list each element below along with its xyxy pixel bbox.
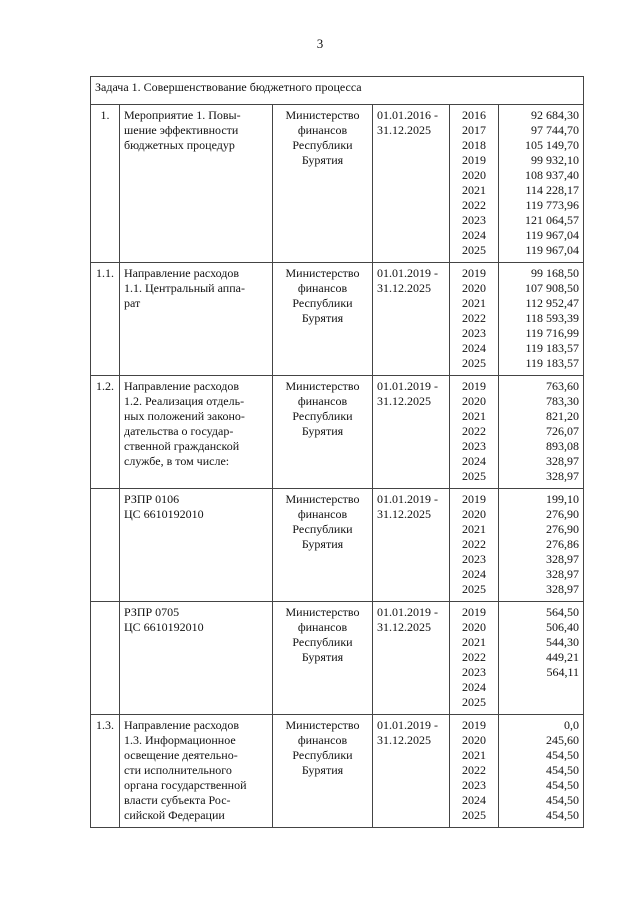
row-organization-line: Бурятия <box>301 650 344 664</box>
row-period <box>373 489 450 602</box>
row-years-line: 2025 <box>462 356 486 370</box>
row-years-line: 2023 <box>462 213 486 227</box>
row-years-line: 2023 <box>462 778 486 792</box>
row-years-line: 2019 <box>462 379 486 393</box>
row-amounts-line: 893,08 <box>546 439 580 453</box>
row-name <box>120 376 273 489</box>
table-row <box>91 489 584 602</box>
row-organization-line: Республики <box>292 138 353 152</box>
row-name-line: рат <box>124 296 141 310</box>
row-years-line: 2024 <box>462 793 486 807</box>
row-amounts-line: 328,97 <box>546 567 580 581</box>
row-years-line: 2022 <box>462 763 486 777</box>
row-organization-line: Республики <box>292 522 353 536</box>
row-organization-line: финансов <box>297 733 348 747</box>
row-years-line: 2022 <box>462 650 486 664</box>
row-number: 1.2. <box>91 376 120 489</box>
row-years-line: 2024 <box>462 567 486 581</box>
row-organization-line: Министерство <box>285 718 360 732</box>
row-organization <box>273 715 373 828</box>
row-period <box>373 105 450 263</box>
row-years-line: 2020 <box>462 733 486 747</box>
row-name-line: 1.3. Информационное <box>124 733 236 747</box>
table-row <box>91 376 584 489</box>
row-years <box>450 489 499 602</box>
row-amounts-line: 92 684,30 <box>531 108 580 122</box>
row-years-line: 2016 <box>462 108 486 122</box>
row-name-line: Направление расходов <box>124 379 240 393</box>
row-name-line: 1.1. Центральный аппа- <box>124 281 245 295</box>
row-organization-line: финансов <box>297 507 348 521</box>
row-period-line: 31.12.2025 <box>377 620 431 634</box>
row-period <box>373 376 450 489</box>
row-years-line: 2023 <box>462 552 486 566</box>
row-years-line: 2019 <box>462 718 486 732</box>
row-period-line: 01.01.2019 - <box>377 492 438 506</box>
row-organization <box>273 263 373 376</box>
row-amounts-line: 454,50 <box>546 748 580 762</box>
row-years-line: 2025 <box>462 243 486 257</box>
row-number <box>91 489 120 602</box>
row-organization-line: Министерство <box>285 605 360 619</box>
row-amounts-line <box>503 680 579 695</box>
row-years <box>450 376 499 489</box>
row-amounts-line: 328,97 <box>546 469 580 483</box>
row-years-line: 2023 <box>462 665 486 679</box>
row-amounts-line: 564,11 <box>546 665 580 679</box>
row-name-line: бюджетных процедур <box>124 138 235 152</box>
row-years-line: 2022 <box>462 537 486 551</box>
row-period-line: 01.01.2016 - <box>377 108 438 122</box>
task-row <box>91 77 584 105</box>
row-years-line: 2019 <box>462 266 486 280</box>
row-name-line: 1.2. Реализация отдель- <box>124 394 245 408</box>
row-amounts-line: 119 183,57 <box>525 356 580 370</box>
row-name-line: органа государственной <box>124 778 247 792</box>
row-organization-line: Министерство <box>285 492 360 506</box>
row-amounts <box>499 263 584 376</box>
row-amounts-line: 276,86 <box>546 537 580 551</box>
row-amounts-line: 114 228,17 <box>525 183 580 197</box>
row-name <box>120 105 273 263</box>
row-amounts-line: 454,50 <box>546 763 580 777</box>
row-years-line: 2020 <box>462 168 486 182</box>
row-amounts-line: 99 168,50 <box>531 266 580 280</box>
row-name-line: службе, в том числе: <box>124 454 230 468</box>
row-amounts-line: 276,90 <box>546 507 580 521</box>
row-name-line: Направление расходов <box>124 266 240 280</box>
row-name-line: сти исполнительного <box>124 763 232 777</box>
row-amounts-line: 821,20 <box>546 409 580 423</box>
row-name-line: Мероприятие 1. Повы- <box>124 108 241 122</box>
row-organization <box>273 489 373 602</box>
row-organization-line: Республики <box>292 296 353 310</box>
row-amounts-line: 105 149,70 <box>525 138 580 152</box>
row-organization <box>273 376 373 489</box>
row-organization-line: финансов <box>297 281 348 295</box>
row-years <box>450 263 499 376</box>
row-amounts-line: 119 773,96 <box>525 198 580 212</box>
row-name-line: дательства о государ- <box>124 424 234 438</box>
row-years-line: 2024 <box>462 680 486 694</box>
row-organization-line: Республики <box>292 635 353 649</box>
row-amounts-line: 454,50 <box>546 778 580 792</box>
row-years-line: 2024 <box>462 454 486 468</box>
row-organization-line: Министерство <box>285 266 360 280</box>
row-years-line: 2020 <box>462 281 486 295</box>
row-amounts-line: 199,10 <box>546 492 580 506</box>
table-row <box>91 263 584 376</box>
row-amounts-line: 564,50 <box>546 605 580 619</box>
row-organization-line: Республики <box>292 748 353 762</box>
row-period-line: 31.12.2025 <box>377 394 431 408</box>
row-period <box>373 263 450 376</box>
row-period-line: 01.01.2019 - <box>377 379 438 393</box>
row-years-line: 2024 <box>462 341 486 355</box>
row-amounts <box>499 602 584 715</box>
row-amounts-line: 726,07 <box>546 424 580 438</box>
row-years-line: 2025 <box>462 582 486 596</box>
row-amounts-line: 544,30 <box>546 635 580 649</box>
row-years-line: 2017 <box>462 123 486 137</box>
row-amounts-line: 454,50 <box>546 808 580 822</box>
row-years-line: 2019 <box>462 605 486 619</box>
row-years-line: 2025 <box>462 695 486 709</box>
row-years-line: 2019 <box>462 492 486 506</box>
row-name-line: власти субъекта Рос- <box>124 793 231 807</box>
row-organization-line: финансов <box>297 123 348 137</box>
row-name-line: шение эффективности <box>124 123 239 137</box>
row-years-line: 2021 <box>462 522 486 536</box>
row-name-line: РЗПР 0106 <box>124 492 180 506</box>
row-organization-line: финансов <box>297 394 348 408</box>
row-period <box>373 602 450 715</box>
row-amounts-line: 328,97 <box>546 552 580 566</box>
row-organization-line: Республики <box>292 409 353 423</box>
row-period-line: 31.12.2025 <box>377 733 431 747</box>
row-years <box>450 602 499 715</box>
row-number: 1.1. <box>91 263 120 376</box>
row-years-line: 2018 <box>462 138 486 152</box>
row-organization-line: Бурятия <box>301 311 344 325</box>
row-amounts-line: 449,21 <box>546 650 580 664</box>
task-title: Задача 1. Совершенствование бюджетного процесса <box>91 77 584 105</box>
row-amounts-line: 506,40 <box>546 620 580 634</box>
row-years-line: 2020 <box>462 507 486 521</box>
row-years-line: 2023 <box>462 439 486 453</box>
row-amounts-line: 119 716,99 <box>525 326 580 340</box>
row-name <box>120 263 273 376</box>
row-amounts-line: 119 967,04 <box>525 243 580 257</box>
row-years-line: 2019 <box>462 153 486 167</box>
row-amounts-line: 328,97 <box>546 454 580 468</box>
row-years-line: 2021 <box>462 296 486 310</box>
row-organization-line: Министерство <box>285 379 360 393</box>
row-amounts-line: 118 593,39 <box>525 311 580 325</box>
row-amounts-line: 763,60 <box>546 379 580 393</box>
row-years-line: 2020 <box>462 394 486 408</box>
row-organization-line: Бурятия <box>301 763 344 777</box>
row-years-line: 2023 <box>462 326 486 340</box>
row-name-line: ных положений законо- <box>124 409 245 423</box>
row-years-line: 2022 <box>462 424 486 438</box>
row-organization-line: финансов <box>297 620 348 634</box>
row-period-line: 31.12.2025 <box>377 507 431 521</box>
row-name <box>120 715 273 828</box>
row-amounts-line: 783,30 <box>546 394 580 408</box>
row-name <box>120 489 273 602</box>
row-number <box>91 602 120 715</box>
row-years-line: 2020 <box>462 620 486 634</box>
row-years-line: 2022 <box>462 311 486 325</box>
row-years <box>450 105 499 263</box>
row-amounts <box>499 715 584 828</box>
row-years-line: 2021 <box>462 183 486 197</box>
table-row <box>91 105 584 263</box>
row-organization-line: Бурятия <box>301 153 344 167</box>
row-years-line: 2025 <box>462 808 486 822</box>
row-period <box>373 715 450 828</box>
row-amounts-line: 245,60 <box>546 733 580 747</box>
row-years-line: 2024 <box>462 228 486 242</box>
row-amounts-line: 328,97 <box>546 582 580 596</box>
row-name-line: освещение деятельно- <box>124 748 238 762</box>
row-years-line: 2021 <box>462 635 486 649</box>
row-amounts-line: 0,0 <box>564 718 580 732</box>
row-organization-line: Бурятия <box>301 537 344 551</box>
row-organization <box>273 105 373 263</box>
row-name-line: сийской Федерации <box>124 808 225 822</box>
row-years-line: 2022 <box>462 198 486 212</box>
row-period-line: 01.01.2019 - <box>377 605 438 619</box>
budget-table <box>90 76 584 828</box>
row-name-line: ственной гражданской <box>124 439 240 453</box>
row-years-line: 2021 <box>462 409 486 423</box>
row-organization-line: Бурятия <box>301 424 344 438</box>
row-period-line: 01.01.2019 - <box>377 266 438 280</box>
row-number: 1. <box>91 105 120 263</box>
row-amounts <box>499 376 584 489</box>
row-amounts-line: 99 932,10 <box>531 153 580 167</box>
row-amounts-line: 107 908,50 <box>525 281 580 295</box>
row-years-line: 2021 <box>462 748 486 762</box>
row-name-line: Направление расходов <box>124 718 240 732</box>
row-amounts-line: 119 967,04 <box>525 228 580 242</box>
row-number: 1.3. <box>91 715 120 828</box>
row-amounts-line: 97 744,70 <box>531 123 580 137</box>
row-period-line: 31.12.2025 <box>377 281 431 295</box>
row-name-line: РЗПР 0705 <box>124 605 180 619</box>
row-name-line: ЦС 6610192010 <box>124 507 204 521</box>
row-years <box>450 715 499 828</box>
row-amounts-line: 112 952,47 <box>525 296 580 310</box>
row-amounts-line <box>503 695 579 710</box>
row-name-line: ЦС 6610192010 <box>124 620 204 634</box>
page-number: 3 <box>316 36 324 51</box>
table-row <box>91 715 584 828</box>
row-amounts-line: 119 183,57 <box>525 341 580 355</box>
row-period-line: 01.01.2019 - <box>377 718 438 732</box>
row-amounts-line: 108 937,40 <box>525 168 580 182</box>
row-organization-line: Министерство <box>285 108 360 122</box>
row-amounts <box>499 105 584 263</box>
row-amounts-line: 276,90 <box>546 522 580 536</box>
row-amounts-line: 121 064,57 <box>525 213 580 227</box>
row-years-line: 2025 <box>462 469 486 483</box>
table-row <box>91 602 584 715</box>
row-organization <box>273 602 373 715</box>
row-amounts <box>499 489 584 602</box>
budget-table-body <box>91 77 584 828</box>
row-period-line: 31.12.2025 <box>377 123 431 137</box>
row-name <box>120 602 273 715</box>
row-amounts-line: 454,50 <box>546 793 580 807</box>
